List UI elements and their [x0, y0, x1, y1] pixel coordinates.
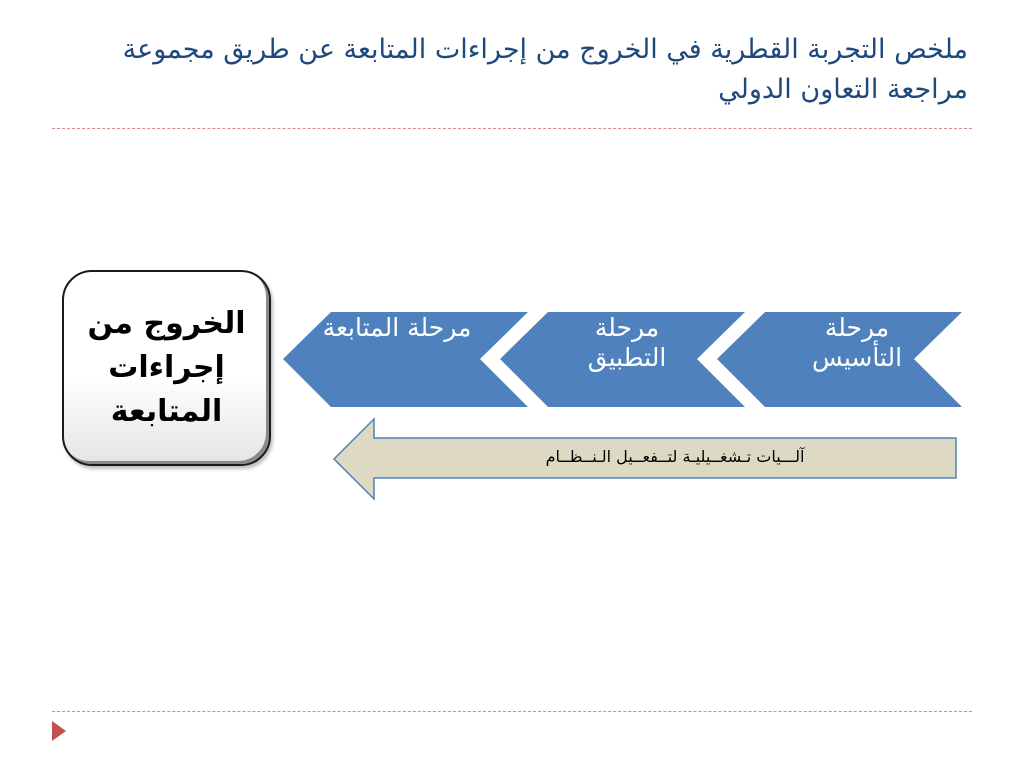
mechanisms-arrow-label: آلـــيات تـشغــيليـة لتــفعــيل الـنــظــام [545, 447, 805, 466]
triangle-bullet-icon [52, 721, 66, 741]
exit-followup-box [62, 270, 271, 466]
exit-followup-label: الخروج من إجراءات المتابعة [87, 306, 246, 429]
slide-title: ملخص التجربة القطرية في الخروج من إجراءات المتابعة عن طريق مجموعة مراجعة التعاون الدولي [122, 34, 968, 105]
footer-divider [52, 711, 972, 712]
stage-label-implementation: مرحلة التطبيق [587, 313, 667, 372]
stage-label-followup: مرحلة المتابعة [322, 313, 472, 342]
stage-label-establishment: مرحلة التأسيس [811, 313, 903, 372]
